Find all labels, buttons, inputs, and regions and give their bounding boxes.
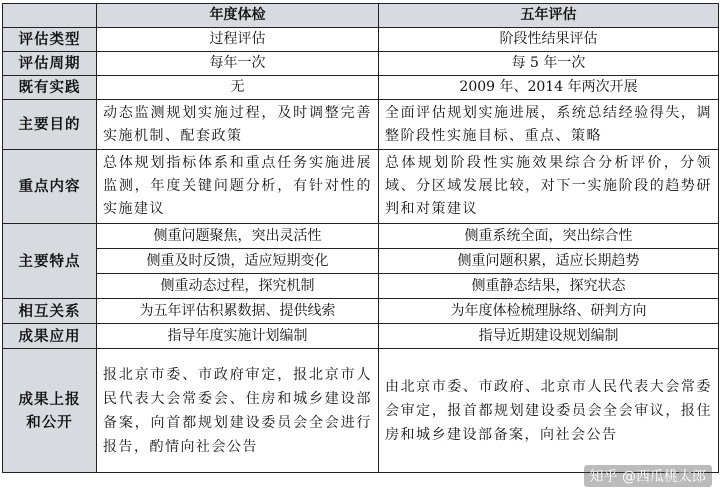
watermark: 知乎 @西瓜桃太郎 bbox=[584, 465, 712, 487]
header-blank bbox=[3, 4, 97, 28]
table-row bbox=[3, 274, 719, 299]
cell-five-year: 侧重静态结果，探究状态 bbox=[379, 274, 719, 299]
cell-annual: 侧重及时反馈，适应短期变化 bbox=[97, 249, 379, 274]
table-row bbox=[3, 76, 719, 100]
table-row bbox=[3, 299, 719, 324]
cell-annual: 侧重问题聚焦，突出灵活性 bbox=[97, 224, 379, 249]
cell-five-year: 侧重问题积累，适应长期趋势 bbox=[379, 249, 719, 274]
table-row bbox=[3, 224, 719, 249]
cell-annual: 每年一次 bbox=[97, 52, 379, 76]
header-annual-check: 年度体检 bbox=[97, 4, 379, 28]
row-label: 评估周期 bbox=[3, 52, 97, 76]
row-label: 主要特点 bbox=[3, 224, 97, 299]
comparison-table bbox=[2, 3, 719, 473]
table-row bbox=[3, 349, 719, 473]
header-five-year-eval: 五年评估 bbox=[379, 4, 719, 28]
header-row bbox=[3, 4, 719, 28]
cell-five-year: 2009 年、2014 年两次开展 bbox=[379, 76, 719, 100]
cell-annual: 为五年评估积累数据、提供线索 bbox=[97, 299, 379, 324]
row-label: 成果上报和公开 bbox=[3, 349, 97, 473]
cell-annual: 总体规划指标体系和重点任务实施进展监测，年度关键问题分析，有针对性的实施建议 bbox=[97, 150, 379, 224]
table-row bbox=[3, 324, 719, 349]
row-label: 成果应用 bbox=[3, 324, 97, 349]
cell-annual: 侧重动态过程，探究机制 bbox=[97, 274, 379, 299]
cell-annual: 动态监测规划实施过程，及时调整完善实施机制、配套政策 bbox=[97, 100, 379, 150]
cell-five-year: 全面评估规划实施进展，系统总结经验得失，调整阶段性实施目标、重点、策略 bbox=[379, 100, 719, 150]
table-row bbox=[3, 100, 719, 150]
row-label: 主要目的 bbox=[3, 100, 97, 150]
cell-annual: 指导年度实施计划编制 bbox=[97, 324, 379, 349]
cell-five-year: 由北京市委、市政府、北京市人民代表大会常委会审定，报首都规划建设委员会全会审议，报住房和城乡建设部备案，向社会公告 bbox=[379, 349, 719, 473]
row-label: 评估类型 bbox=[3, 28, 97, 52]
row-label: 重点内容 bbox=[3, 150, 97, 224]
table-row bbox=[3, 28, 719, 52]
table-row bbox=[3, 52, 719, 76]
cell-annual: 过程评估 bbox=[97, 28, 379, 52]
row-label: 既有实践 bbox=[3, 76, 97, 100]
cell-five-year: 总体规划阶段性实施效果综合分析评价，分领域、分区域发展比较，对下一实施阶段的趋势研判和对策建议 bbox=[379, 150, 719, 224]
cell-five-year: 侧重系统全面，突出综合性 bbox=[379, 224, 719, 249]
cell-five-year: 每 5 年一次 bbox=[379, 52, 719, 76]
row-label: 相互关系 bbox=[3, 299, 97, 324]
cell-five-year: 阶段性结果评估 bbox=[379, 28, 719, 52]
table-row bbox=[3, 249, 719, 274]
table-row bbox=[3, 150, 719, 224]
cell-five-year: 指导近期建设规划编制 bbox=[379, 324, 719, 349]
cell-annual: 无 bbox=[97, 76, 379, 100]
cell-five-year: 为年度体检梳理脉络、研判方向 bbox=[379, 299, 719, 324]
cell-annual: 报北京市委、市政府审定，报北京市人民代表大会常委会、住房和城乡建设部备案，向首都规划建设委员会全会进行报告，酌情向社会公告 bbox=[97, 349, 379, 473]
